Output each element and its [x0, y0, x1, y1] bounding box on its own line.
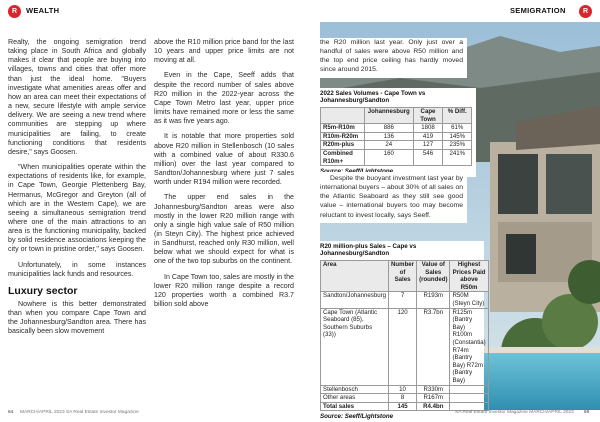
col1-paragraph-2: "When municipalities operate within the expectations of residents like, for example, in Cape Town, Georgie Plettenberg Bay, Hermanus, McGregor and Greyton (all of which are in the Western Cape), we are seeing a simultaneous semigration trend where one of the main attractions to an area is the functioning municipality, backed by solid residence associations keeping the city or town in pristine order," says Goosen.: [8, 163, 146, 254]
page-header: [0, 0, 600, 22]
col1-paragraph-3: Unfortunately, in some instances municipalities lack funds and resources.: [8, 260, 146, 278]
table-cell: R10m-R20m: [321, 132, 365, 141]
table-cell: R50M (Steyn City): [450, 292, 488, 308]
column-3-middle: [320, 172, 467, 223]
table-cell: 61%: [443, 124, 472, 133]
section-label-wealth: WEALTH: [26, 6, 60, 15]
table-cell: 145: [389, 402, 417, 411]
table-cell: Combined R10m+: [321, 149, 365, 165]
table-cell: Stellenbosch: [321, 385, 389, 394]
column-3-top: [320, 38, 467, 78]
table-cell: R193m: [417, 292, 450, 308]
table-cell: Cape Town (Atlantic Seaboard (85), Southern Suburbs (33)): [321, 308, 389, 385]
table-cell: 120: [389, 308, 417, 385]
table-cell: 419: [413, 132, 443, 141]
table-row: [321, 385, 489, 394]
col2-paragraph-5: In Cape Town too, sales are mostly in the lower R20 million range despite a record 120 properties worth a combined R3.7 billion sold above: [154, 272, 294, 309]
page-footer: [0, 408, 600, 419]
col2-paragraph-4: The upper end sales in the Johannesburg/Sandton areas were also mostly in the lower R20 million range with only a single high value sale of R50 million (in Steyn City). The highest price achieved in Sandhurst, reached only R30 million, well below what we should expect for what is one of the two top suburbs on the continent.: [154, 193, 294, 266]
table-row: [321, 292, 489, 308]
table2-caption: R20 million-plus Sales – Cape vs Johannesburg/Sandton: [320, 243, 417, 257]
column-1: [8, 38, 146, 343]
table-row: [321, 141, 472, 150]
table1-caption: 2022 Sales Volumes - Cape Town vs Johannesburg/Sandton: [320, 90, 426, 104]
table-cell: R4.4bn: [417, 402, 450, 411]
col2-paragraph-3: It is notable that more properties sold above R20 million in Stellenbosch (10 sales with a combined value of about R330.6 million) over the last year compared to Sandton/Johannesburg where just 7 sales worth under R194 million were recorded.: [154, 132, 294, 187]
table1: [320, 107, 472, 166]
table-row: [321, 124, 472, 133]
table-cell: R125m (Bantry Bay) R100m (Constantia) R74m (Bantry Bay) R72m (Bantry Bay): [450, 308, 488, 385]
wealth-badge-icon: R: [8, 5, 21, 18]
table-row: [321, 394, 489, 403]
table-cell: 235%: [443, 141, 472, 150]
table2-header-cell: Area: [321, 261, 389, 292]
section-label-semigration: SEMIGRATION: [510, 6, 566, 15]
table1-block: [320, 88, 476, 177]
col2-paragraph-1: above the R10 million price band for the last 10 years and upper price limits are not moving at all.: [154, 38, 294, 65]
column-2: [154, 38, 294, 315]
table2-header-cell: Number of Sales: [389, 261, 417, 292]
table-cell: 127: [413, 141, 443, 150]
col2-paragraph-2: Even in the Cape, Seeff adds that despite the record number of sales above R20 million in the 2022-year across the Cape Town Metro last year, upper price limits have remained more or less the same as it was five years ago.: [154, 71, 294, 126]
table-row: [321, 132, 472, 141]
table1-header-row: [321, 108, 472, 124]
table1-header-cell: % Diff.: [443, 108, 472, 124]
table-cell: Total sales: [321, 402, 389, 411]
table-cell: R20m-plus: [321, 141, 365, 150]
left-footer-text: MARCH/APRIL 2023 SA Real Estate Investor Magazine: [20, 410, 139, 415]
right-page-number: 65: [584, 410, 590, 415]
table-cell: 10: [389, 385, 417, 394]
table-cell: Other areas: [321, 394, 389, 403]
table1-header-cell: [321, 108, 365, 124]
table-cell: 886: [365, 124, 414, 133]
table-cell: [450, 385, 488, 394]
table-cell: 7: [389, 292, 417, 308]
table2: [320, 260, 489, 411]
table-cell: R330m: [417, 385, 450, 394]
right-footer-text: SA Real Estate Investor Magazine MARCH/APRIL 2023: [455, 410, 574, 415]
table-cell: 136: [365, 132, 414, 141]
col3-paragraph-2: Despite the buoyant investment last year by international buyers – about 30% of all sales on the Atlantic Seaboard as they still see good value – international buyers too may become reluctant to invest locally, says Seeff.: [320, 175, 463, 219]
table-cell: R167m: [417, 394, 450, 403]
table-cell: 24: [365, 141, 414, 150]
table2-block: [320, 241, 484, 422]
table-row: [321, 149, 472, 165]
table-cell: 145%: [443, 132, 472, 141]
table1-header-cell: Cape Town: [413, 108, 443, 124]
table-cell: R5m-R10m: [321, 124, 365, 133]
col3-paragraph-1: the R20 million last year. Only just over a handful of sales were above R50 million and the top end price ceiling has hardly moved since around 2015.: [320, 39, 463, 74]
table2-header-cell: Value of Sales (rounded): [417, 261, 450, 292]
table-row: [321, 308, 489, 385]
table2-source: Source: Seeff/Lightstone: [320, 413, 394, 421]
table2-header-cell: Highest Prices Paid above R50m: [450, 261, 488, 292]
table1-header-cell: Johannesburg: [365, 108, 414, 124]
col1-paragraph-1: Realty, the ongoing semigration trend taking place in South Africa and globally makes it clear that people are buying into villages, towns and cities that offer more than just the ideal home. "Buyers investigate what amenities areas offer and how an area can meet their expectations of a new, secure lifestyle with ample service delivery. We are seeing a new trend where communities are stepping up where municipalities are failing, to create functioning conditions that residents desire," says Goosen.: [8, 38, 146, 156]
table-cell: R3.7bn: [417, 308, 450, 385]
table-cell: [450, 394, 488, 403]
col1-paragraph-4: Nowhere is this better demonstrated than when you compare Cape Town and the Johannesburg/Sandton area. There has basically been slow movement: [8, 299, 146, 336]
table-cell: Sandton/Johannesburg: [321, 292, 389, 308]
table-cell: 8: [389, 394, 417, 403]
table-cell: 1808: [413, 124, 443, 133]
table-cell: 160: [365, 149, 414, 165]
semigration-badge-icon: R: [579, 5, 592, 18]
table2-header-row: [321, 261, 489, 292]
left-page-number: 64: [8, 410, 14, 415]
table-cell: 546: [413, 149, 443, 165]
table-cell: 241%: [443, 149, 472, 165]
luxury-sector-heading: Luxury sector: [8, 284, 78, 297]
